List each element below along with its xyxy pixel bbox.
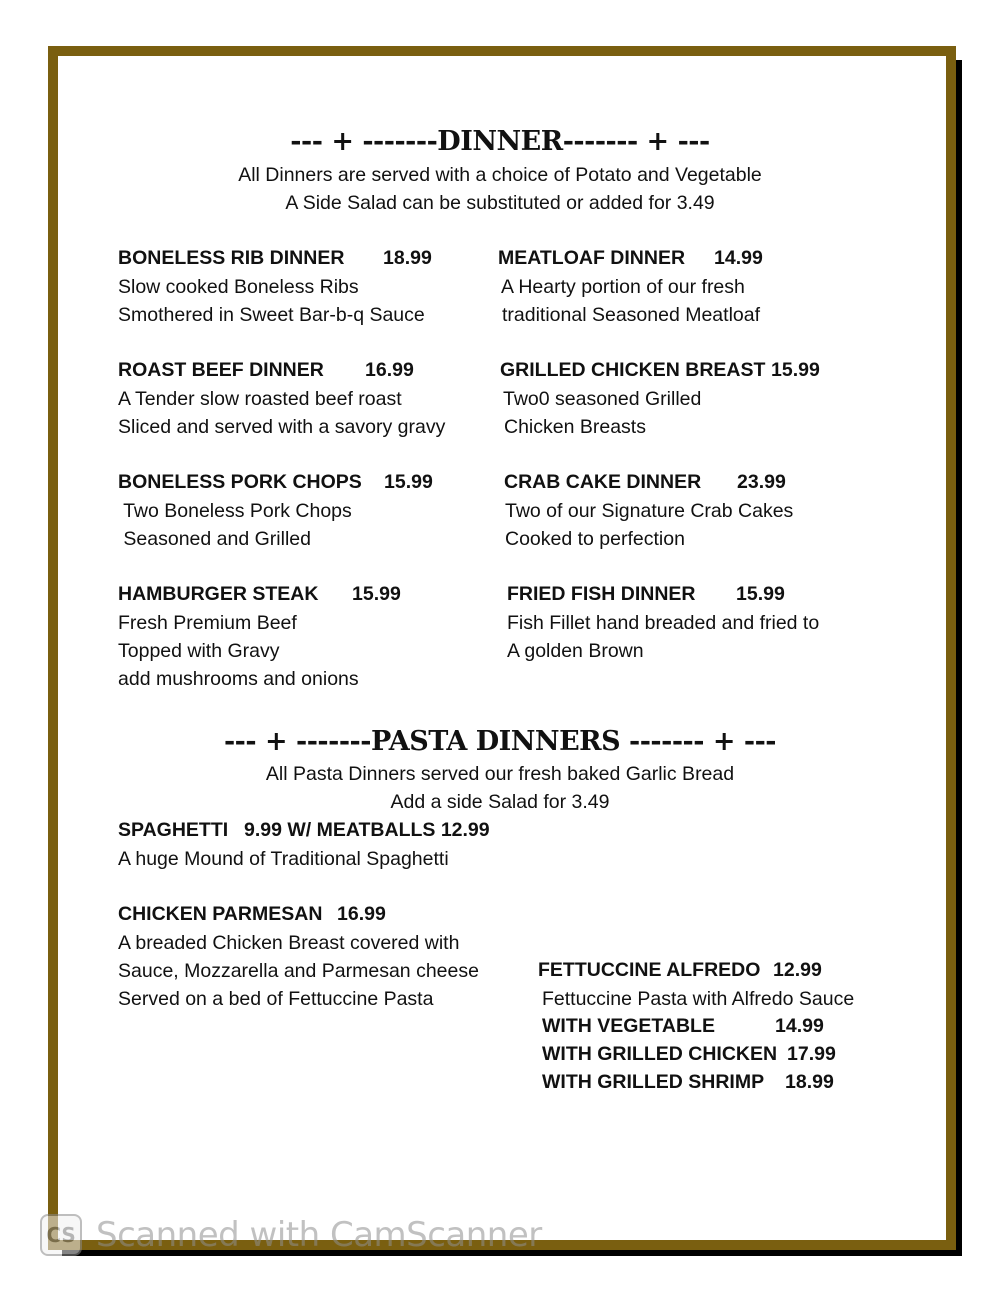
item-desc-line: A Hearty portion of our fresh [501,276,745,298]
item-name: BONELESS PORK CHOPS [118,471,362,493]
item-desc-line: Two of our Signature Crab Cakes [505,500,794,522]
item-desc-line: Served on a bed of Fettuccine Pasta [118,988,434,1010]
item-desc-line: Sauce, Mozzarella and Parmesan cheese [118,960,479,982]
pasta-note-salad: Add a side Salad for 3.49 [390,791,610,813]
item-desc-line: add mushrooms and onions [118,668,359,690]
option-label: WITH GRILLED CHICKEN [542,1043,778,1065]
pasta-heading: --- + -------PASTA DINNERS ------- + --- [223,726,777,757]
item-desc-line: Smothered in Sweet Bar-b-q Sauce [118,304,425,326]
item-name: ROAST BEEF DINNER [118,359,324,381]
item-name: FETTUCCINE ALFREDO [538,959,761,981]
item-desc-line: A golden Brown [507,640,644,662]
item-price: 15.99 [384,471,433,493]
item-price: 23.99 [737,471,786,493]
item-desc-line: Chicken Breasts [504,416,646,438]
item-desc-line: Two Boneless Pork Chops [118,500,352,522]
item-name: FRIED FISH DINNER [507,583,696,605]
item-price: 12.99 [773,959,822,981]
item-name: CRAB CAKE DINNER [504,471,702,493]
item-price: 18.99 [383,247,432,269]
item-desc-line: Fish Fillet hand breaded and fried to [507,612,820,634]
dinner-heading: --- + -------DINNER------- + --- [290,126,710,157]
item-desc-line: Cooked to perfection [505,528,685,550]
watermark-text: Scanned with CamScanner [96,1215,542,1255]
pasta-note-bread: All Pasta Dinners served our fresh baked Garlic Bread [265,763,735,785]
item-price: 16.99 [337,903,386,925]
item-name: HAMBURGER STEAK [118,583,319,605]
item-desc-line: Fettuccine Pasta with Alfredo Sauce [542,988,855,1010]
item-price: 15.99 [736,583,785,605]
camscanner-watermark [40,1214,542,1256]
dinner-note-potato: All Dinners are served with a choice of Potato and Vegetable [238,164,762,186]
item-price: 15.99 [771,359,820,381]
item-name: GRILLED CHICKEN BREAST [500,359,766,381]
item-desc-line: A Tender slow roasted beef roast [118,388,402,410]
item-desc-line: Seasoned and Grilled [118,528,311,550]
item-desc-line: A huge Mound of Traditional Spaghetti [118,848,449,870]
option-price: 17.99 [787,1043,836,1065]
item-desc-line: Sliced and served with a savory gravy [118,416,446,438]
option-label: WITH GRILLED SHRIMP [542,1071,765,1093]
item-desc-line: Two0 seasoned Grilled [503,388,702,410]
item-price: 9.99 W/ MEATBALLS 12.99 [244,819,490,841]
item-desc-line: Fresh Premium Beef [118,612,297,634]
item-desc-line: Topped with Gravy [118,640,280,662]
item-price: 15.99 [352,583,401,605]
item-price: 14.99 [714,247,763,269]
camscanner-logo-icon: CS [40,1214,82,1256]
item-name: BONELESS RIB DINNER [118,247,345,269]
option-price: 14.99 [775,1015,824,1037]
item-name: CHICKEN PARMESAN [118,903,323,925]
item-name: SPAGHETTI [118,819,229,841]
item-desc-line: A breaded Chicken Breast covered with [118,932,460,954]
item-price: 16.99 [365,359,414,381]
item-name: MEATLOAF DINNER [498,247,686,269]
item-desc-line: Slow cooked Boneless Ribs [118,276,359,298]
option-label: WITH VEGETABLE [542,1015,715,1037]
dinner-note-salad: A Side Salad can be substituted or added for 3.49 [285,192,715,214]
item-desc-line: traditional Seasoned Meatloaf [502,304,761,326]
option-price: 18.99 [785,1071,834,1093]
